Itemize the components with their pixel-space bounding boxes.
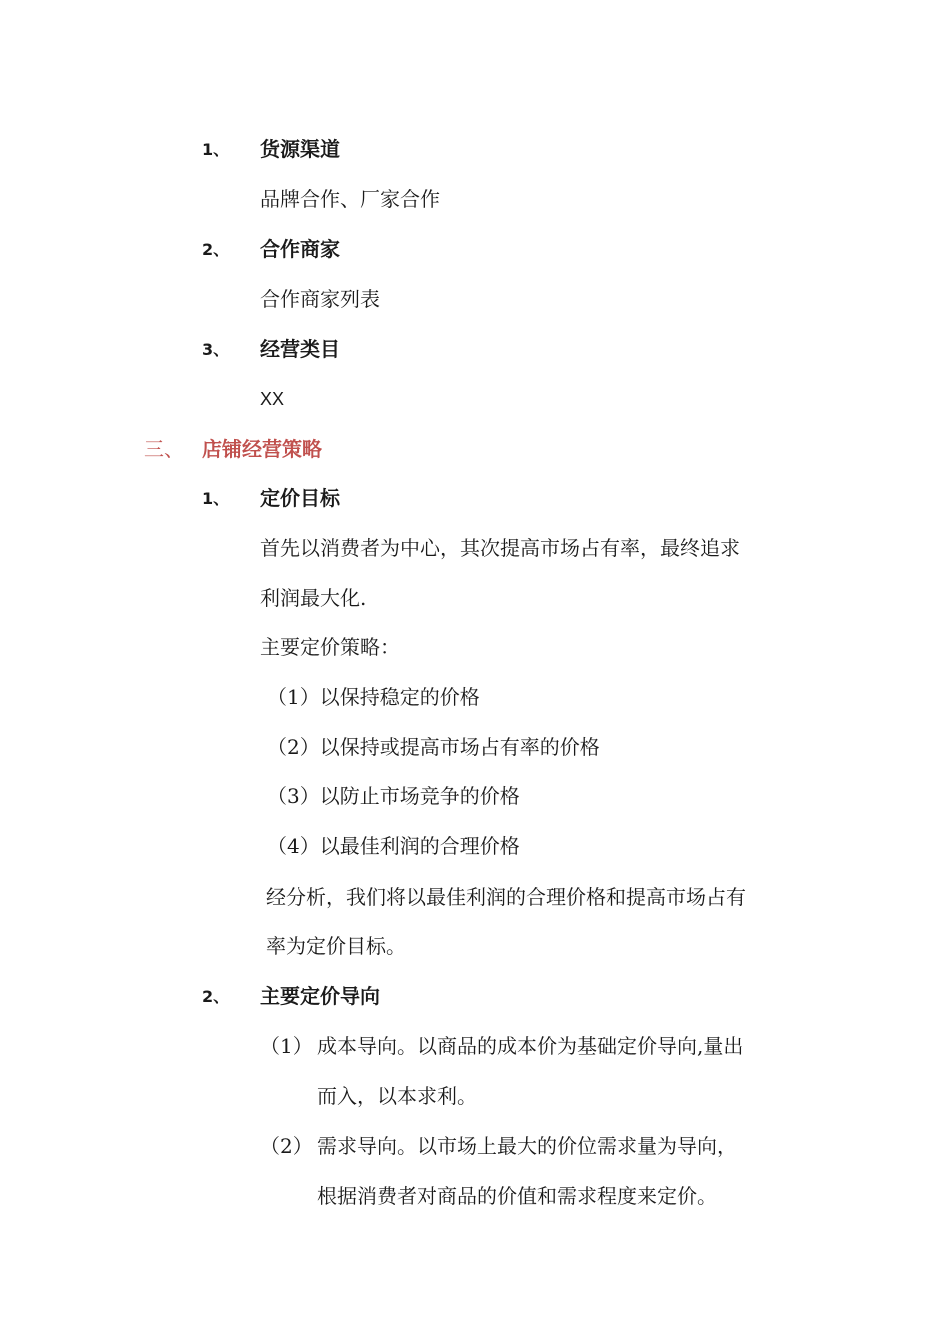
item-heading: 合作商家 [260,237,340,261]
item-heading: 经营类目 [260,337,340,361]
item-heading: 主要定价导向 [260,984,380,1008]
list-item-line: 成本导向。以商品的成本价为基础定价导向,量出 [317,1034,744,1058]
list-marker: （2） [260,1134,313,1158]
item-number: 3、 [202,340,230,359]
conclusion-line: 经分析，我们将以最佳利润的合理价格和提高市场占有 [266,885,746,909]
list-marker: （1） [260,1034,313,1058]
section-number: 三、 [144,437,184,461]
subheading: 主要定价策略： [260,635,400,659]
item-heading: 货源渠道 [260,137,340,161]
list-item-line: 而入，以本求利。 [317,1084,477,1108]
list-item: （4）以最佳利润的合理价格 [267,834,520,858]
item-content: XX [260,389,285,409]
list-item: （1）以保持稳定的价格 [267,685,480,709]
list-item-line: 根据消费者对商品的价值和需求程度来定价。 [317,1184,717,1208]
conclusion-line: 率为定价目标。 [266,934,406,958]
list-item: （3）以防止市场竞争的价格 [267,784,520,808]
item-number: 2、 [202,240,230,259]
list-item: （2）以保持或提高市场占有率的价格 [267,735,600,759]
item-number: 1、 [202,140,230,159]
section-title: 店铺经营策略 [202,437,322,461]
list-item-line: 需求导向。以市场上最大的价位需求量为导向， [317,1134,737,1158]
item-content: 合作商家列表 [260,287,380,311]
paragraph-line: 利润最大化. [260,586,367,610]
item-number: 1、 [202,489,230,508]
item-number: 2、 [202,987,230,1006]
paragraph-line: 首先以消费者为中心，其次提高市场占有率，最终追求 [260,536,740,560]
item-heading: 定价目标 [260,486,340,510]
item-content: 品牌合作、厂家合作 [260,187,440,211]
